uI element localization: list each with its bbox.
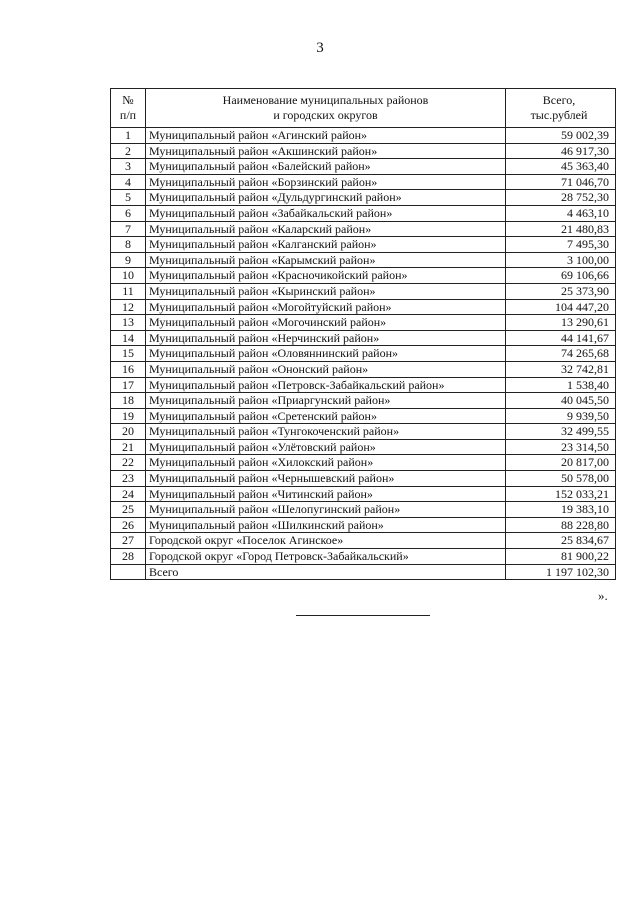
row-total: 71 046,70 — [506, 174, 616, 190]
row-name: Муниципальный район «Хилокский район» — [146, 455, 506, 471]
row-name: Муниципальный район «Каларский район» — [146, 221, 506, 237]
table-row — [111, 517, 616, 533]
row-total: 32 499,55 — [506, 424, 616, 440]
row-name: Муниципальный район «Приаргунский район» — [146, 393, 506, 409]
row-total: 4 463,10 — [506, 205, 616, 221]
row-total: 152 033,21 — [506, 486, 616, 502]
row-name: Муниципальный район «Нерчинский район» — [146, 330, 506, 346]
table-total-row — [111, 564, 616, 580]
row-name: Муниципальный район «Борзинский район» — [146, 174, 506, 190]
row-total: 28 752,30 — [506, 190, 616, 206]
table-row — [111, 174, 616, 190]
table-row — [111, 268, 616, 284]
table-row — [111, 533, 616, 549]
row-name: Муниципальный район «Красночикойский район» — [146, 268, 506, 284]
row-number: 26 — [111, 517, 146, 533]
row-number: 27 — [111, 533, 146, 549]
row-total: 23 314,50 — [506, 439, 616, 455]
table-row — [111, 283, 616, 299]
row-total: 74 265,68 — [506, 346, 616, 362]
row-total: 59 002,39 — [506, 128, 616, 144]
row-name: Муниципальный район «Чернышевский район» — [146, 471, 506, 487]
table-row — [111, 549, 616, 565]
row-name: Муниципальный район «Акшинский район» — [146, 143, 506, 159]
table-row — [111, 205, 616, 221]
row-name: Муниципальный район «Дульдургинский район» — [146, 190, 506, 206]
row-total: 104 447,20 — [506, 299, 616, 315]
row-number: 23 — [111, 471, 146, 487]
row-total: 1 197 102,30 — [506, 564, 616, 580]
row-name: Муниципальный район «Агинский район» — [146, 128, 506, 144]
closing-quote-mark: ». — [598, 588, 608, 603]
row-number: 17 — [111, 377, 146, 393]
header-total-line-2: тыс.рублей — [530, 108, 588, 122]
row-total: 9 939,50 — [506, 408, 616, 424]
table-row — [111, 128, 616, 144]
row-name: Городской округ «Поселок Агинское» — [146, 533, 506, 549]
row-total: 44 141,67 — [506, 330, 616, 346]
table-row — [111, 455, 616, 471]
row-number: 20 — [111, 424, 146, 440]
row-number: 4 — [111, 174, 146, 190]
header-number-line-1: № — [122, 93, 134, 107]
table-row — [111, 439, 616, 455]
row-name: Муниципальный район «Могойтуйский район» — [146, 299, 506, 315]
row-number: 8 — [111, 237, 146, 253]
table-row — [111, 237, 616, 253]
row-number: 14 — [111, 330, 146, 346]
row-name: Муниципальный район «Тунгокоченский район» — [146, 424, 506, 440]
row-number: 24 — [111, 486, 146, 502]
header-number — [111, 89, 146, 128]
row-total: 45 363,40 — [506, 159, 616, 175]
row-name: Муниципальный район «Шилкинский район» — [146, 517, 506, 533]
header-number-line-2: п/п — [119, 108, 137, 122]
table-row — [111, 252, 616, 268]
row-number: 1 — [111, 128, 146, 144]
table-row — [111, 486, 616, 502]
row-number: 18 — [111, 393, 146, 409]
row-name: Муниципальный район «Оловяннинский район» — [146, 346, 506, 362]
row-number: 22 — [111, 455, 146, 471]
row-name: Муниципальный район «Ононский район» — [146, 361, 506, 377]
table-header-row — [111, 89, 616, 128]
row-name: Всего — [146, 564, 506, 580]
table-row — [111, 143, 616, 159]
row-total: 21 480,83 — [506, 221, 616, 237]
row-name: Муниципальный район «Балейский район» — [146, 159, 506, 175]
table-body — [111, 128, 616, 580]
table-row — [111, 315, 616, 331]
row-total: 32 742,81 — [506, 361, 616, 377]
row-total: 25 834,67 — [506, 533, 616, 549]
row-name: Муниципальный район «Калганский район» — [146, 237, 506, 253]
row-number: 10 — [111, 268, 146, 284]
table-row — [111, 502, 616, 518]
row-name: Муниципальный район «Карымский район» — [146, 252, 506, 268]
row-name: Муниципальный район «Читинский район» — [146, 486, 506, 502]
row-number: 19 — [111, 408, 146, 424]
row-number: 5 — [111, 190, 146, 206]
table-row — [111, 221, 616, 237]
row-name: Городской округ «Город Петровск-Забайкальский» — [146, 549, 506, 565]
table-row — [111, 330, 616, 346]
table-row — [111, 424, 616, 440]
row-number: 3 — [111, 159, 146, 175]
row-total: 81 900,22 — [506, 549, 616, 565]
row-number: 11 — [111, 283, 146, 299]
row-number: 21 — [111, 439, 146, 455]
separator-line — [296, 615, 430, 616]
row-total: 19 383,10 — [506, 502, 616, 518]
row-number: 16 — [111, 361, 146, 377]
row-number: 13 — [111, 315, 146, 331]
row-number: 28 — [111, 549, 146, 565]
row-total: 40 045,50 — [506, 393, 616, 409]
page-number: 3 — [316, 40, 324, 56]
row-name: Муниципальный район «Забайкальский район» — [146, 205, 506, 221]
row-total: 3 100,00 — [506, 252, 616, 268]
table-row — [111, 361, 616, 377]
table-row — [111, 471, 616, 487]
row-name: Муниципальный район «Сретенский район» — [146, 408, 506, 424]
header-name-line-1: Наименование муниципальных районов — [222, 93, 429, 107]
row-name: Муниципальный район «Могочинский район» — [146, 315, 506, 331]
header-total — [506, 89, 616, 128]
allocation-table — [110, 88, 616, 580]
row-number: 9 — [111, 252, 146, 268]
row-total: 13 290,61 — [506, 315, 616, 331]
row-total: 69 106,66 — [506, 268, 616, 284]
row-number — [111, 564, 146, 580]
table-row — [111, 393, 616, 409]
row-total: 88 228,80 — [506, 517, 616, 533]
row-name: Муниципальный район «Петровск-Забайкальский район» — [146, 377, 506, 393]
table-row — [111, 377, 616, 393]
row-total: 25 373,90 — [506, 283, 616, 299]
header-name — [146, 89, 506, 128]
row-total: 20 817,00 — [506, 455, 616, 471]
table-row — [111, 299, 616, 315]
row-number: 15 — [111, 346, 146, 362]
row-number: 7 — [111, 221, 146, 237]
row-number: 12 — [111, 299, 146, 315]
row-name: Муниципальный район «Шелопугинский район» — [146, 502, 506, 518]
row-name: Муниципальный район «Кыринский район» — [146, 283, 506, 299]
header-name-line-2: и городских округов — [273, 108, 378, 122]
table-row — [111, 408, 616, 424]
row-total: 7 495,30 — [506, 237, 616, 253]
table-row — [111, 159, 616, 175]
row-total: 46 917,30 — [506, 143, 616, 159]
table-row — [111, 190, 616, 206]
row-number: 2 — [111, 143, 146, 159]
row-total: 50 578,00 — [506, 471, 616, 487]
row-name: Муниципальный район «Улётовский район» — [146, 439, 506, 455]
row-number: 6 — [111, 205, 146, 221]
row-total: 1 538,40 — [506, 377, 616, 393]
table-row — [111, 346, 616, 362]
header-total-line-1: Всего, — [542, 93, 576, 107]
row-number: 25 — [111, 502, 146, 518]
